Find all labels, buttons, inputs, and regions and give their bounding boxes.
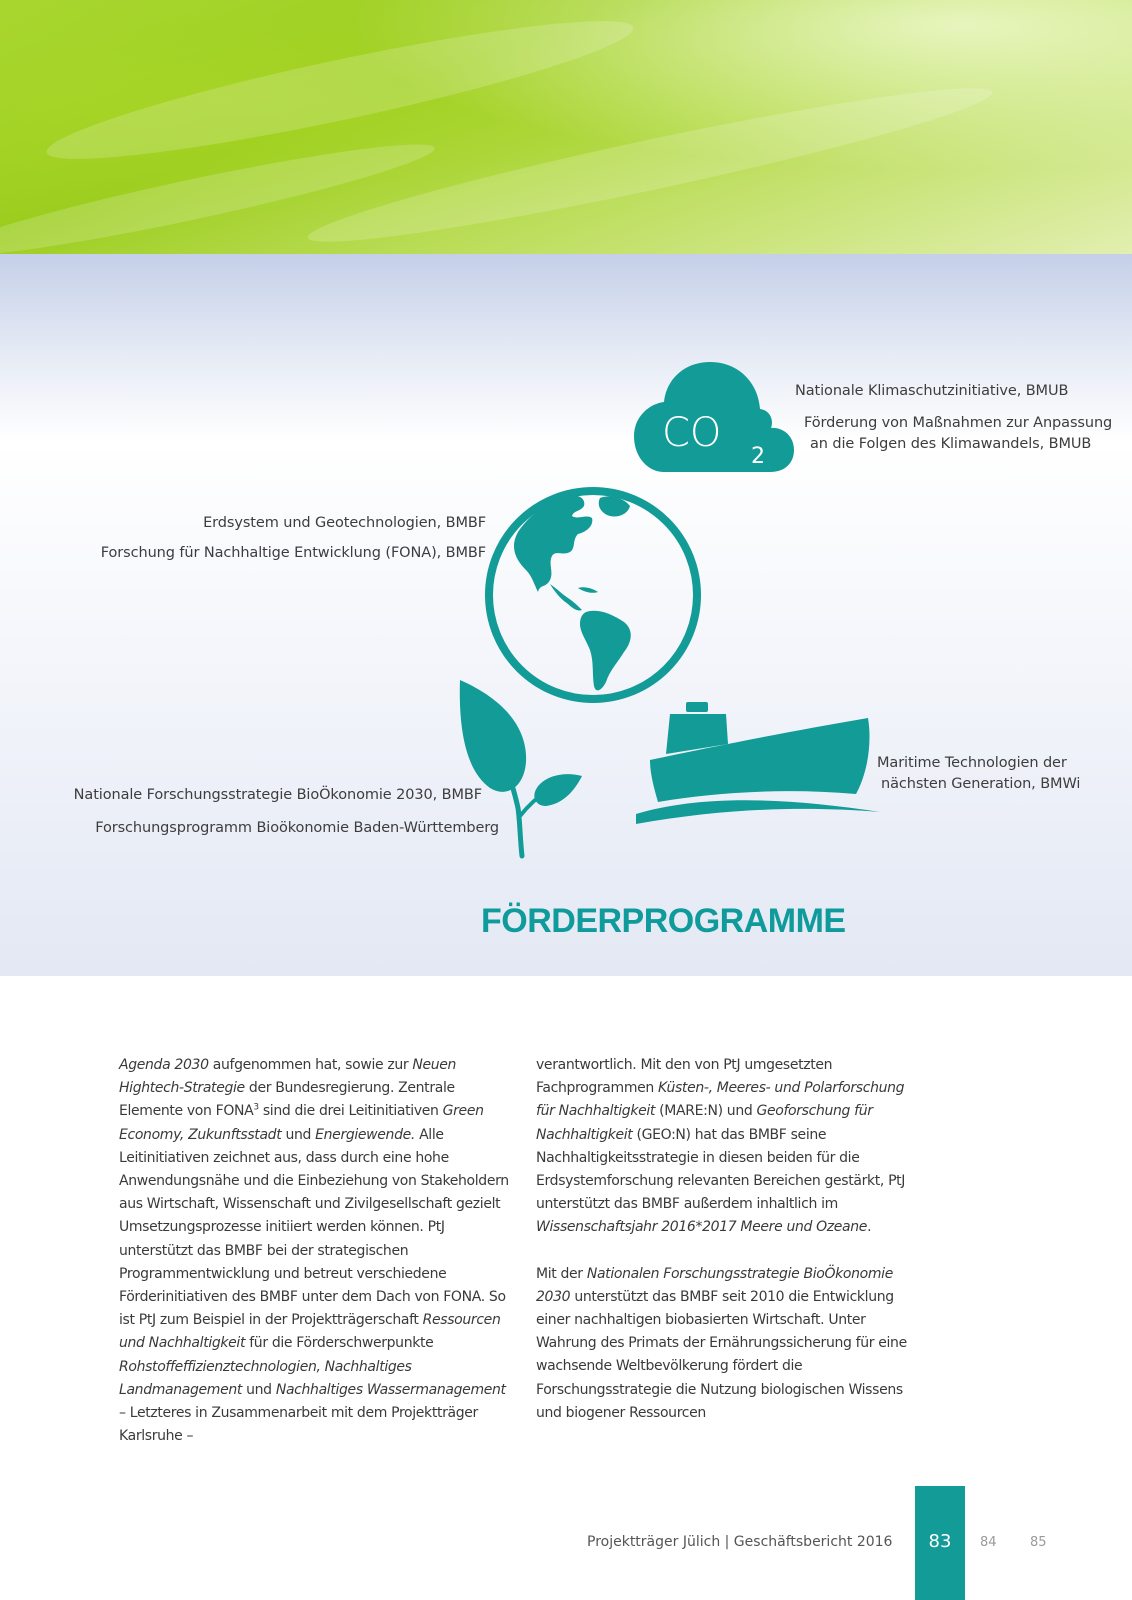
page-title: FÖRDERPROGRAMME <box>481 902 846 940</box>
label-anpassung-line2: an die Folgen des Klimawandels, BMUB <box>810 436 1092 452</box>
label-erdsystem: Erdsystem und Geotechnologien, BMBF <box>203 515 486 531</box>
text-italic: Wissenschaftsjahr 2016*2017 Meere und Ozeane <box>536 1219 868 1236</box>
text: (GEO:N) hat das BMBF seine Nachhaltigkeitsstrategie in diesen beiden für die Erdsystemforschung relevanten Bereichen gestärkt, PtJ unterstützt das BMBF außerdem inhaltlich im <box>536 1126 906 1213</box>
text: und <box>242 1381 276 1398</box>
text-italic: Agenda 2030 <box>119 1057 209 1073</box>
superscript: 3 <box>253 1102 259 1113</box>
globe-icon <box>482 484 704 706</box>
text-italic: Energiewende. <box>315 1126 415 1143</box>
co2-subscript: 2 <box>751 444 765 469</box>
label-baden-wuerttemberg: Forschungsprogramm Bioökonomie Baden-Württemberg <box>95 820 499 836</box>
page-number-next[interactable]: 84 <box>980 1535 997 1550</box>
text-italic: Nachhaltiges Wassermanagement <box>275 1381 506 1398</box>
paragraph <box>119 1054 509 1448</box>
text-italic: Green Economy, Zukunftsstadt <box>119 1103 484 1143</box>
co2-label: CO <box>662 410 722 456</box>
text: aufgenommen hat, sowie zur <box>208 1057 413 1073</box>
ship-icon <box>636 702 888 826</box>
text: . <box>867 1219 872 1236</box>
text-italic: Nationalen Forschungsstrategie BioÖkonomie 2030 <box>536 1265 893 1305</box>
text: und <box>281 1126 316 1143</box>
text: unterstützt das BMBF seit 2010 die Entwicklung einer nachhaltigen biobasierten Wirtschaft. Unter Wahrung des Primats der Ernährungssicherung für eine wachsende Weltbevölkerung fördert die Forschungsstrategie die Nutzung biologischen Wissens und biogener Ressourcen <box>536 1288 907 1421</box>
page-number-current[interactable]: 83 <box>928 1531 952 1552</box>
text-italic: Geoforschung für Nachhaltigkeit <box>536 1103 873 1143</box>
text: für die Förderschwerpunkte <box>245 1335 434 1352</box>
hero-image <box>0 0 1132 254</box>
text: Mit der <box>536 1265 587 1282</box>
text: Alle Leitinitiativen zeichnet aus, dass durch eine hohe Anwendungsnähe und die Einbeziehung von Stakeholdern aus Wirtschaft, Wissenschaft und Zivilgesellschaft gezielt Umsetzungsprozesse initiiert werden können. PtJ unterstützt das BMBF bei der strategischen Programmentwicklung und betreut verschiedene Förderinitiativen des BMBF unter dem Dach von FONA. So ist PtJ zum Beispiel in der Projektträgerschaft <box>119 1126 509 1329</box>
label-anpassung-line1: Förderung von Maßnahmen zur Anpassung <box>804 415 1113 431</box>
body-column-right <box>536 1054 926 1425</box>
body-column-left <box>119 1054 509 1448</box>
text: der Bundesregierung. Zentrale Elemente von FONA <box>119 1080 455 1120</box>
text-italic: Rohstoffeffizienztechnologien, Nachhaltiges Landmanagement <box>119 1358 412 1398</box>
text: – Letzteres in Zusammenarbeit mit dem Projektträger Karlsruhe – <box>119 1405 478 1445</box>
label-fona: Forschung für Nachhaltige Entwicklung (FONA), BMBF <box>100 545 486 561</box>
label-maritim-line1: Maritime Technologien der <box>877 755 1067 771</box>
paragraph <box>536 1263 926 1425</box>
text: verantwortlich. Mit den von PtJ umgesetzten Fachprogrammen <box>536 1057 833 1097</box>
text-italic: Ressourcen und Nachhaltigkeit <box>119 1312 501 1352</box>
text-italic: Küsten-, Meeres- und Polarforschung für Nachhaltigkeit <box>536 1080 905 1120</box>
text: (MARE:N) und <box>655 1103 757 1120</box>
label-klimaschutz: Nationale Klimaschutzinitiative, BMUB <box>795 383 1069 399</box>
label-maritim-line2: nächsten Generation, BMWi <box>881 776 1081 792</box>
co2-cloud-icon <box>634 362 794 474</box>
page-number-next[interactable]: 85 <box>1030 1535 1047 1550</box>
footer-publication: Projektträger Jülich | Geschäftsbericht 2016 <box>587 1534 893 1550</box>
label-biooekonomie: Nationale Forschungsstrategie BioÖkonomie 2030, BMBF <box>73 787 482 803</box>
paragraph <box>536 1054 926 1240</box>
text: sind die drei Leitinitiativen <box>258 1103 443 1120</box>
text-italic: Neuen Hightech-Strategie <box>119 1057 457 1097</box>
